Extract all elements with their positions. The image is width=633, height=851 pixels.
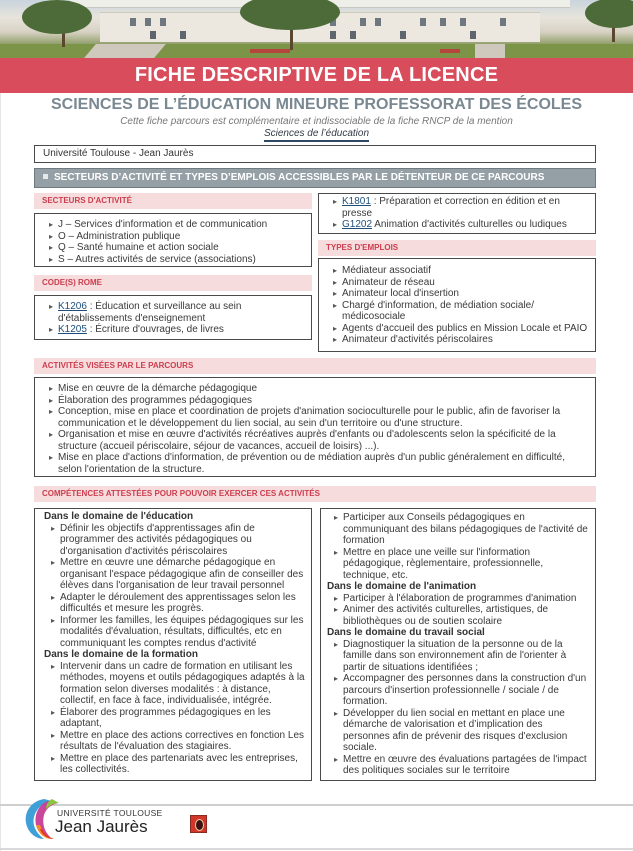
emplois-heading: TYPES D'EMPLOIS	[318, 240, 596, 256]
tree	[22, 0, 92, 34]
secteur-item: ▸ S – Autres activités de service (associations)	[49, 254, 303, 266]
competences-right-box	[320, 508, 596, 781]
rome-code-link[interactable]: K1801	[342, 196, 371, 207]
secteurs-list	[49, 219, 303, 265]
activite-item: ▸ Élaboration des programmes pédagogiques	[49, 395, 587, 407]
secteur-item: ▸ J – Services d'information et de communication	[49, 219, 303, 231]
emploi-item: ▸ Animateur d'activités périscolaires	[333, 334, 589, 346]
secteurs-box	[34, 213, 312, 267]
rome-item	[49, 324, 303, 336]
rome-heading: CODE(S) ROME	[34, 275, 312, 291]
activite-item: ▸ Organisation et mise en œuvre d'activités récréatives auprès d'enfants ou d'adolescents selon la spécificité de la structure (accueil périscolaire, séjour de vacances, accueil de loisirs) ...).	[49, 429, 587, 452]
emploi-item: ▸ Animateur local d'insertion	[333, 288, 589, 300]
rome-code-link[interactable]: K1205	[58, 324, 87, 335]
activite-item: ▸ Mise en place d'actions d'information, de prévention ou de médiation auprès d'un public généralement en difficulté, selon l'orientation de la structure.	[49, 452, 587, 475]
competence-item: ▸ Mettre en œuvre une démarche pédagogique en organisant l'espace pédagogique afin de conseiller des élèves dans l'organisation de leur travail personnel	[51, 557, 305, 592]
competence-item: ▸ Mettre en place des actions correctives en fonction Les résultats de l'évaluation des stagiaires.	[51, 730, 305, 753]
competence-item: ▸ Diagnostiquer la situation de la personne ou de la famille dans son environnement afin de l'orienter à partir de situations identifiées ;	[334, 639, 589, 674]
emploi-item: ▸ Animateur de réseau	[333, 277, 589, 289]
competence-item: ▸ Intervenir dans un cadre de formation en utilisant les méthodes, moyens et outils pédagogiques adaptés à la formation selon diverses modalités : à distance, collectif, en face à face, individualisée, intégrée.	[51, 661, 305, 707]
emploi-item: ▸ Agents d'accueil des publics en Mission Locale et PAIO	[333, 323, 589, 335]
competence-item: ▸ Participer à l'élaboration de programmes d'animation	[334, 593, 589, 605]
emblem-seal-icon	[190, 815, 207, 833]
rome-text: : Écriture d'ouvrages, de livres	[86, 324, 224, 335]
mention-link-wrap	[0, 128, 633, 139]
emplois-box	[318, 258, 596, 352]
emploi-item: ▸ Médiateur associatif	[333, 265, 589, 277]
rome-code-link[interactable]: K1206	[58, 301, 87, 312]
domain-title-formation: Dans le domaine de la formation	[44, 649, 198, 660]
activites-heading: ACTIVITÉS VISÉES PAR LE PARCOURS	[34, 358, 596, 374]
footer-bottom-line	[0, 848, 633, 850]
competence-item: ▸ Élaborer des programmes pédagogiques en les adaptant,	[51, 707, 305, 730]
rome-list	[49, 301, 303, 336]
rome-item	[49, 301, 303, 324]
secteur-item: ▸ O – Administration publique	[49, 231, 303, 243]
social-list	[327, 639, 589, 777]
competence-item: ▸ Participer aux Conseils pédagogiques en communiquant des bilans pédagogiques de l'activité de formation	[334, 512, 589, 547]
rome-box-continued	[318, 193, 596, 234]
competence-item: ▸ Mettre en œuvre des évaluations partagées de l'impact des politiques sociales sur le territoire	[334, 754, 589, 777]
competence-item: ▸ Mettre en place des partenariats avec les entreprises, les collectivités.	[51, 753, 305, 776]
rome-text: Animation d'activités culturelles ou ludiques	[372, 219, 567, 230]
competence-item: ▸ Accompagner des personnes dans la construction d'un parcours d'insertion professionnelle / sociale / de formation.	[334, 673, 589, 708]
mention-link[interactable]: Sciences de l’éducation	[264, 128, 369, 142]
logo-text-line2: Jean Jaurès	[55, 817, 148, 836]
title-band	[0, 58, 633, 93]
tree	[585, 0, 633, 28]
competence-item: ▸ Mettre en place une veille sur l'information pédagogique, règlementaire, professionnelle, technique, etc.	[334, 547, 589, 582]
rome-box	[34, 295, 312, 340]
activite-item: ▸ Conception, mise en place et coordination de projets d'animation socioculturelle pour le public, afin de favoriser la communication et le développement du lien social, au sein d'un territoire ou d'une structure.	[49, 406, 587, 429]
competences-heading: COMPÉTENCES ATTESTÉES POUR POUVOIR EXERCER CES ACTIVITÉS	[34, 486, 596, 502]
competence-item: ▸ Animer des activités culturelles, artistiques, de bibliothèques ou de soutien scolaire	[334, 604, 589, 627]
rome-code-link[interactable]: G1202	[342, 219, 373, 230]
formation-list	[44, 661, 305, 776]
section-band-secteurs-emplois	[34, 168, 596, 188]
animation-list	[327, 593, 589, 628]
activites-box	[34, 377, 596, 477]
rome-item	[333, 219, 589, 231]
emploi-item: ▸ Chargé d'information, de médiation sociale/ médicosociale	[333, 300, 589, 323]
university-logo	[22, 795, 222, 845]
rome-text: : Préparation et correction en édition et en presse	[342, 196, 560, 219]
education-list	[44, 523, 305, 650]
activites-list	[49, 383, 587, 475]
competence-item: ▸ Définir les objectifs d'apprentissages afin de programmer des activités pédagogiques ou d'organisation d'activités périscolaires	[51, 523, 305, 558]
program-subtitle: SCIENCES DE L’ÉDUCATION MINEURE PROFESSORAT DES ÉCOLES	[50, 96, 583, 113]
emplois-list	[333, 265, 589, 346]
logo-text-line1: UNIVERSITÉ TOULOUSE	[57, 808, 163, 818]
square-bullet-icon	[43, 174, 48, 179]
competences-left-box	[34, 508, 312, 781]
domain-title-social: Dans le domaine du travail social	[327, 627, 485, 638]
campus-hero-image	[0, 0, 633, 58]
rome-item	[333, 196, 589, 219]
section-band-title: SECTEURS D’ACTIVITÉ ET TYPES D’EMPLOIS ACCESSIBLES PAR LE DÉTENTEUR DE CE PARCOURS	[54, 172, 545, 183]
page-title: FICHE DESCRIPTIVE DE LA LICENCE	[134, 64, 499, 86]
domain-title-education: Dans le domaine de l'éducation	[44, 511, 194, 522]
activite-item: ▸ Mise en œuvre de la démarche pédagogique	[49, 383, 587, 395]
rome-list-continued	[333, 196, 589, 231]
rncp-note: Cette fiche parcours est complémentaire et indissociable de la fiche RNCP de la mention	[120, 116, 513, 127]
formation-list-continued	[327, 512, 589, 581]
rome-text: : Éducation et surveillance au sein d'établissements d'enseignement	[58, 301, 242, 324]
competence-item: ▸ Informer les familles, les équipes pédagogiques sur les modalités d'évaluation, résultats, difficultés, etc en communiquant les comptes rendus d'activité	[51, 615, 305, 650]
competence-item: ▸ Développer du lien social en mettant en place une démarche de valorisation et d’implication des personnes afin de prévenir des risques d'exclusion sociale.	[334, 708, 589, 754]
university-field: Université Toulouse - Jean Jaurès	[34, 145, 596, 163]
secteurs-heading: SECTEURS D'ACTIVITÉ	[34, 193, 312, 209]
domain-title-animation: Dans le domaine de l'animation	[327, 581, 477, 592]
competence-item: ▸ Adapter le déroulement des apprentissages selon les difficultés et mesure les progrès.	[51, 592, 305, 615]
secteur-item: ▸ Q – Santé humaine et action sociale	[49, 242, 303, 254]
